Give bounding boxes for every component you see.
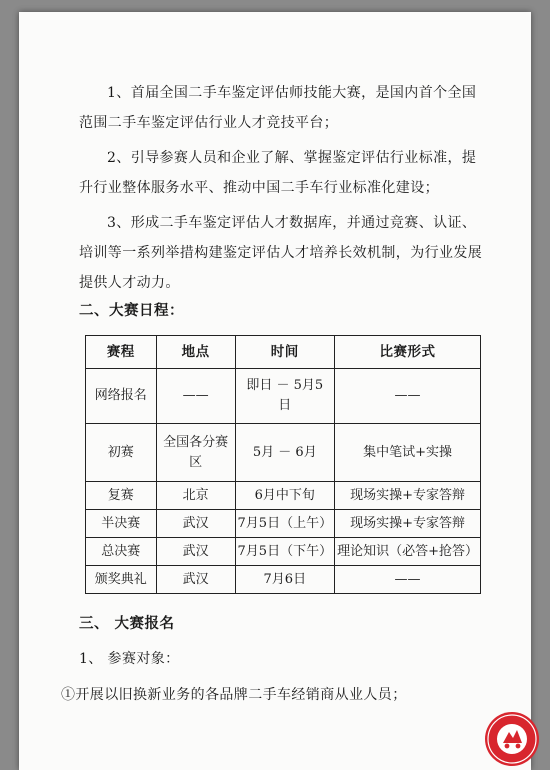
cell-place: 武汉 bbox=[156, 510, 235, 538]
table-row bbox=[86, 566, 481, 594]
cell-stage: 颁奖典礼 bbox=[86, 566, 157, 594]
paragraph-2-line-2: 升行业整体服务水平、推动中国二手车行业标准化建设； bbox=[79, 180, 439, 196]
cell-format: —— bbox=[335, 369, 481, 424]
section-3-item-1-sub-1-text: ①开展以旧换新业务的各品牌二手车经销商从业人员； bbox=[61, 687, 407, 703]
paragraph-3-line-2: 培训等一系列举措构建鉴定评估人才培养长效机制，为行业发展 bbox=[79, 245, 483, 261]
table-row bbox=[86, 510, 481, 538]
seal-logo-icon bbox=[483, 710, 541, 768]
cell-place-line: 全国各分赛 bbox=[163, 434, 229, 450]
cell-time-line: 即日 － 5月5 bbox=[246, 378, 324, 393]
section-2-heading: 二、大赛日程： bbox=[79, 302, 184, 319]
cell-place-line: 区 bbox=[189, 454, 203, 470]
cell-place: —— bbox=[156, 369, 235, 424]
cell-time: 7月6日 bbox=[235, 566, 335, 594]
cell-stage: 初赛 bbox=[86, 424, 157, 482]
cell-format: 现场实操+专家答辩 bbox=[335, 510, 481, 538]
table-row bbox=[86, 424, 481, 482]
header-place: 地点 bbox=[156, 336, 235, 369]
schedule-table bbox=[85, 335, 481, 594]
paragraph-1-line-1: 1、首届全国二手车鉴定评估师技能大赛，是国内首个全国 bbox=[107, 85, 477, 101]
cell-time: 6月中下旬 bbox=[235, 482, 335, 510]
section-3-item-1 bbox=[79, 644, 509, 674]
cell-time-line: 日 bbox=[278, 398, 292, 413]
schedule-header-row bbox=[86, 336, 481, 369]
cell-stage: 复赛 bbox=[86, 482, 157, 510]
paragraph-3 bbox=[79, 208, 509, 298]
cell-format: —— bbox=[335, 566, 481, 594]
cell-time bbox=[235, 369, 335, 424]
cell-place: 武汉 bbox=[156, 538, 235, 566]
cell-time: 5月 － 6月 bbox=[235, 424, 335, 482]
cell-format: 集中笔试+实操 bbox=[335, 424, 481, 482]
header-format: 比赛形式 bbox=[335, 336, 481, 369]
document-page bbox=[19, 12, 531, 770]
header-time: 时间 bbox=[235, 336, 335, 369]
section-3-item-1-sub-1 bbox=[61, 680, 491, 710]
paragraph-3-line-1: 3、形成二手车鉴定评估人才数据库，并通过竞赛、认证、 bbox=[107, 215, 477, 231]
paragraph-1 bbox=[79, 78, 509, 138]
cell-stage: 网络报名 bbox=[86, 369, 157, 424]
cell-format: 理论知识（必答+抢答） bbox=[335, 538, 481, 566]
paragraph-1-line-2: 范围二手车鉴定评估行业人才竞技平台； bbox=[79, 115, 339, 131]
table-row bbox=[86, 369, 481, 424]
cell-stage: 总决赛 bbox=[86, 538, 157, 566]
section-3-item-1-text: 1、 参赛对象： bbox=[79, 651, 180, 667]
cell-place bbox=[156, 424, 235, 482]
header-stage: 赛程 bbox=[86, 336, 157, 369]
paragraph-2 bbox=[79, 143, 509, 203]
paragraph-3-line-3: 提供人才动力。 bbox=[79, 275, 180, 291]
section-3-heading: 三、 大赛报名 bbox=[79, 615, 175, 632]
cell-time: 7月5日（下午） bbox=[235, 538, 335, 566]
table-row bbox=[86, 482, 481, 510]
cell-place: 武汉 bbox=[156, 566, 235, 594]
cell-time: 7月5日（上午） bbox=[235, 510, 335, 538]
paragraph-2-line-1: 2、引导参赛人员和企业了解、掌握鉴定评估行业标准，提 bbox=[107, 150, 477, 166]
cell-stage: 半决赛 bbox=[86, 510, 157, 538]
table-row bbox=[86, 538, 481, 566]
cell-format: 现场实操+专家答辩 bbox=[335, 482, 481, 510]
cell-place: 北京 bbox=[156, 482, 235, 510]
